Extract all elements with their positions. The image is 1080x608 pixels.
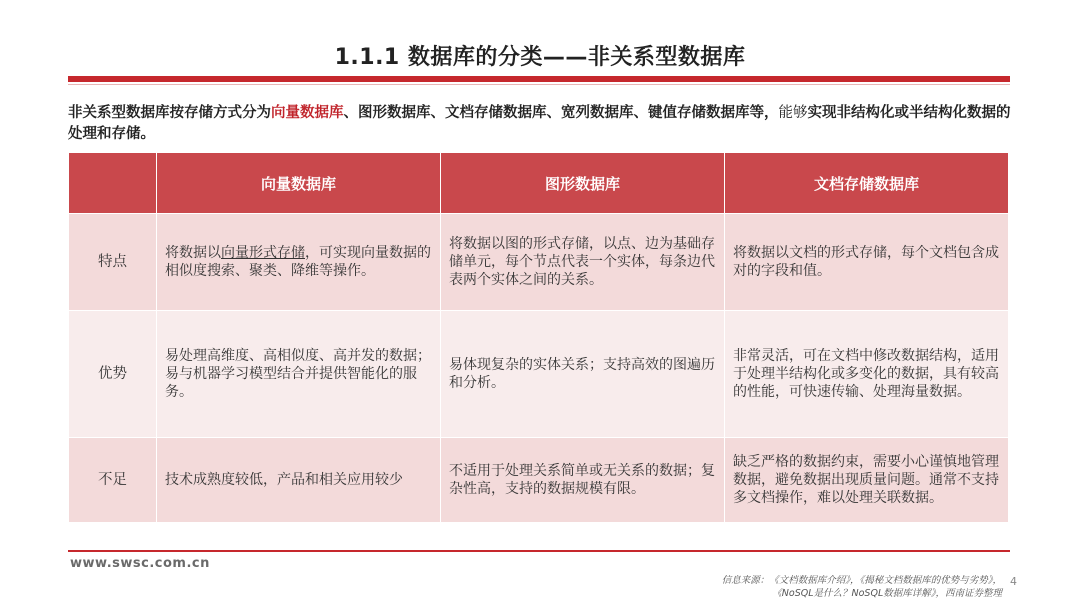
table-header-row [69,153,1009,214]
cell-doc-shortcomings: 缺乏严格的数据约束，需要小心谨慎地管理数据，避免数据出现质量问题。通常不支持多文档操作，难以处理关联数据。 [725,438,1009,523]
slide-title: 1.1.1 数据库的分类——非关系型数据库 [334,45,746,70]
header-graph-db: 图形数据库 [441,153,725,214]
row-label-shortcomings: 不足 [69,438,157,523]
title-divider-thin [68,84,1010,85]
cell-graph-advantages: 易体现复杂的实体关系；支持高效的图遍历和分析。 [441,311,725,438]
table-row-features [69,214,1009,311]
table-row-shortcomings [69,438,1009,523]
intro-part1: 非关系型数据库按存储方式分为 [68,105,271,121]
cell-vector-shortcomings: 技术成熟度较低，产品和相关应用较少 [157,438,441,523]
vector-features-pre: 将数据以 [165,245,221,261]
cell-doc-advantages: 非常灵活，可在文档中修改数据结构，适用于处理半结构化或多变化的数据，具有较高的性能，可快速传输、处理海量数据。 [725,311,1009,438]
intro-part3: 能够 [778,105,808,121]
intro-paragraph [68,103,1018,145]
vector-features-underline: 向量形式存储 [221,245,305,261]
intro-part4: 实现非结构化或半结构化数据的处理和存储。 [68,105,1011,142]
source-note [662,574,1002,600]
intro-highlight: 向量数据库 [271,105,344,121]
vector-advantage-2: 易与机器学习模型结合并提供智能化的服务。 [165,366,417,400]
comparison-table [68,152,1009,523]
cell-doc-features: 将数据以文档的形式存储，每个文档包含成对的字段和值。 [725,214,1009,311]
cell-vector-features [157,214,441,311]
cell-vector-advantages [157,311,441,438]
cell-graph-shortcomings: 不适用于处理关系简单或无关系的数据；复杂性高，支持的数据规模有限。 [441,438,725,523]
table-row-advantages [69,311,1009,438]
footer-divider [68,550,1010,552]
row-label-features: 特点 [69,214,157,311]
page-number: 4 [1010,575,1017,588]
cell-graph-features: 将数据以图的形式存储，以点、边为基础存储单元，每个节点代表一个实体，每条边代表两个实体之间的关系。 [441,214,725,311]
title-divider [68,76,1010,82]
vector-features-post: ，可实现向量数据的相似度搜索、聚类、降维等操作。 [165,245,431,279]
header-blank [69,153,157,214]
intro-part2: 、图形数据库、文档存储数据库、宽列数据库、键值存储数据库等， [343,105,779,121]
website-url: www.swsc.com.cn [70,556,210,571]
source-line-1: 信息来源：《文档数据库介绍》，《揭秘文档数据库的优势与劣势》， [721,575,1002,586]
source-line-2: 《NoSQL是什么？NoSQL数据库详解》，西南证券整理 [772,588,1002,599]
header-document-db: 文档存储数据库 [725,153,1009,214]
header-vector-db: 向量数据库 [157,153,441,214]
row-label-advantages: 优势 [69,311,157,438]
vector-advantage-1: 易处理高维度、高相似度、高并发的数据； [165,348,431,364]
